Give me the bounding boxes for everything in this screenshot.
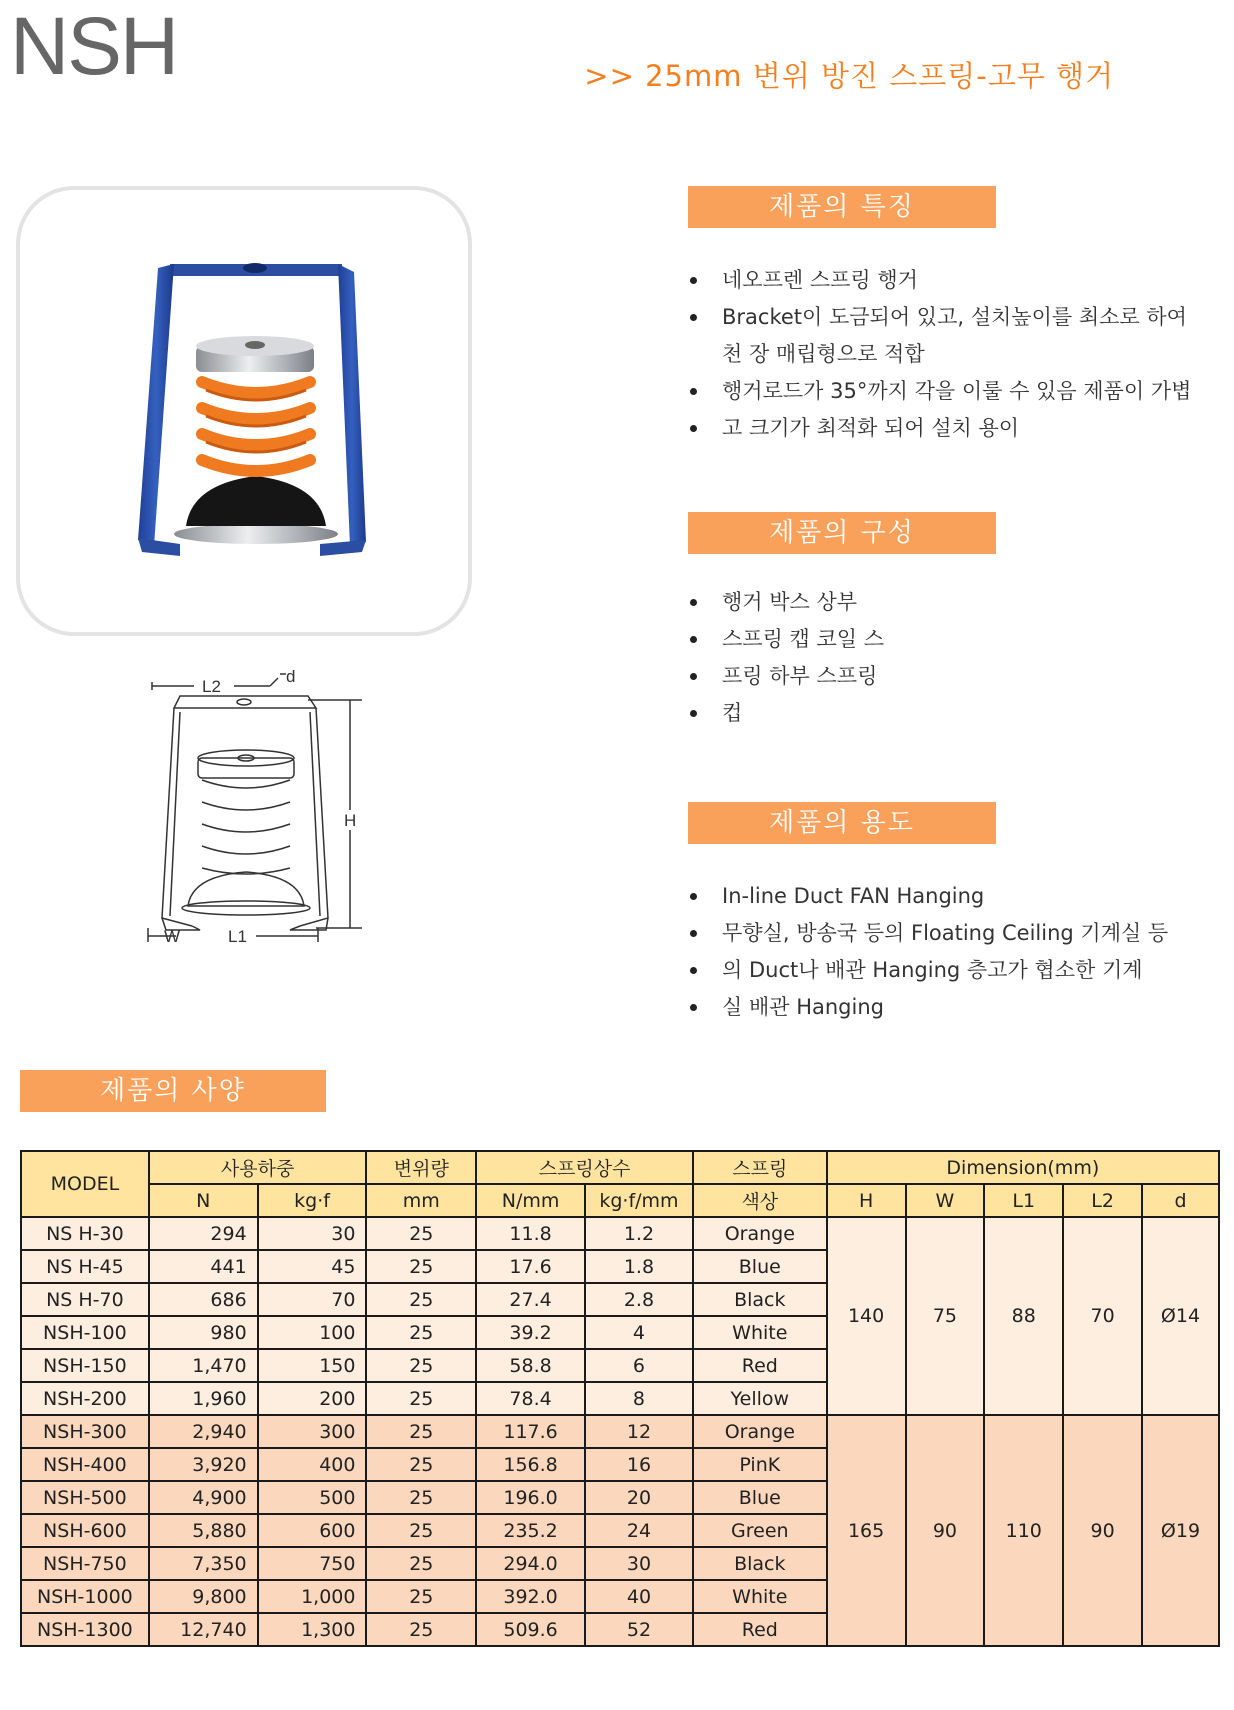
cell-dimension-w: 75 (906, 1217, 985, 1415)
cell-dimension-h: 140 (827, 1217, 906, 1415)
cell-load-kgf: 400 (258, 1448, 367, 1481)
cell-dimension-d: Ø19 (1142, 1415, 1219, 1646)
cell-model: NSH-100 (21, 1316, 149, 1349)
cell-load-n: 5,880 (149, 1514, 258, 1547)
col-color: 색상 (693, 1184, 827, 1217)
cell-spring-color: Blue (693, 1250, 827, 1283)
diagram-label-l1: L1 (228, 927, 247, 946)
features-header: 제품의 특징 (688, 186, 996, 228)
cell-model: NSH-600 (21, 1514, 149, 1547)
cell-spring-const-n: 11.8 (476, 1217, 585, 1250)
cell-spring-const-n: 392.0 (476, 1580, 585, 1613)
model-title: NSH (10, 1, 178, 92)
table-row (21, 1415, 1219, 1448)
col-d: d (1142, 1184, 1219, 1217)
cell-load-kgf: 45 (258, 1250, 367, 1283)
cell-spring-color: White (693, 1316, 827, 1349)
features-item: 고 크기가 최적화 되어 설치 용이 (690, 410, 1210, 447)
col-spring-constant: 스프링상수 (476, 1151, 693, 1184)
usage-item: 의 Duct나 배관 Hanging 층고가 협소한 기계 (690, 952, 1210, 989)
cell-load-kgf: 30 (258, 1217, 367, 1250)
cell-spring-color: Black (693, 1547, 827, 1580)
cell-model: NSH-1000 (21, 1580, 149, 1613)
cell-model: NS H-70 (21, 1283, 149, 1316)
composition-item: 행거 박스 상부 (690, 584, 1210, 621)
table-row (21, 1217, 1219, 1250)
cell-load-kgf: 600 (258, 1514, 367, 1547)
cell-spring-color: PinK (693, 1448, 827, 1481)
cell-load-n: 1,470 (149, 1349, 258, 1382)
composition-header: 제품의 구성 (688, 512, 996, 554)
cell-displacement: 25 (366, 1316, 476, 1349)
usage-header: 제품의 용도 (688, 802, 996, 844)
cell-spring-color: Red (693, 1349, 827, 1382)
cell-spring-const-kgf: 2.8 (585, 1283, 693, 1316)
composition-list (690, 584, 1210, 732)
cell-dimension-w: 90 (906, 1415, 985, 1646)
features-list (690, 262, 1210, 447)
cell-load-n: 686 (149, 1283, 258, 1316)
cell-spring-const-kgf: 30 (585, 1547, 693, 1580)
cell-spring-color: Orange (693, 1217, 827, 1250)
cell-displacement: 25 (366, 1250, 476, 1283)
cell-load-n: 2,940 (149, 1415, 258, 1448)
cell-load-kgf: 500 (258, 1481, 367, 1514)
col-l2: L2 (1063, 1184, 1142, 1217)
usage-item: 실 배관 Hanging (690, 989, 1210, 1026)
cell-spring-const-n: 39.2 (476, 1316, 585, 1349)
cell-spring-const-n: 235.2 (476, 1514, 585, 1547)
cell-dimension-d: Ø14 (1142, 1217, 1219, 1415)
col-dimension: Dimension(mm) (827, 1151, 1219, 1184)
cell-model: NS H-45 (21, 1250, 149, 1283)
cell-model: NSH-150 (21, 1349, 149, 1382)
cell-load-n: 980 (149, 1316, 258, 1349)
cell-spring-const-n: 156.8 (476, 1448, 585, 1481)
product-photo-frame (16, 186, 472, 636)
cell-displacement: 25 (366, 1481, 476, 1514)
cell-load-n: 7,350 (149, 1547, 258, 1580)
cell-dimension-l2: 90 (1063, 1415, 1142, 1646)
product-subtitle: >> 25mm 변위 방진 스프링-고무 행거 (584, 59, 1114, 93)
composition-item: 스프링 캡 코일 스 (690, 621, 1210, 658)
cell-spring-const-kgf: 24 (585, 1514, 693, 1547)
col-model: MODEL (21, 1151, 149, 1217)
cell-displacement: 25 (366, 1349, 476, 1382)
cell-spring-color: Black (693, 1283, 827, 1316)
cell-spring-const-kgf: 4 (585, 1316, 693, 1349)
cell-displacement: 25 (366, 1415, 476, 1448)
col-mm: mm (366, 1184, 476, 1217)
product-photo (20, 190, 468, 632)
cell-spring-const-n: 196.0 (476, 1481, 585, 1514)
diagram-label-l2: L2 (202, 677, 221, 696)
cell-model: NSH-300 (21, 1415, 149, 1448)
cell-load-n: 9,800 (149, 1580, 258, 1613)
diagram-label-h: H (344, 811, 357, 830)
cell-load-kgf: 1,000 (258, 1580, 367, 1613)
cell-model: NSH-400 (21, 1448, 149, 1481)
cell-spring-const-kgf: 52 (585, 1613, 693, 1646)
cell-model: NS H-30 (21, 1217, 149, 1250)
cell-spring-const-kgf: 8 (585, 1382, 693, 1415)
cell-model: NSH-750 (21, 1547, 149, 1580)
spec-table (20, 1150, 1220, 1647)
specs-header: 제품의 사양 (20, 1070, 326, 1112)
cell-load-n: 294 (149, 1217, 258, 1250)
cell-spring-color: Red (693, 1613, 827, 1646)
cell-load-kgf: 150 (258, 1349, 367, 1382)
cell-model: NSH-200 (21, 1382, 149, 1415)
cell-spring-const-n: 58.8 (476, 1349, 585, 1382)
cell-displacement: 25 (366, 1283, 476, 1316)
cell-spring-const-n: 17.6 (476, 1250, 585, 1283)
cell-displacement: 25 (366, 1382, 476, 1415)
cell-spring-const-n: 294.0 (476, 1547, 585, 1580)
cell-dimension-l1: 110 (984, 1415, 1063, 1646)
cell-spring-const-n: 117.6 (476, 1415, 585, 1448)
cell-load-kgf: 70 (258, 1283, 367, 1316)
col-load: 사용하중 (149, 1151, 367, 1184)
cell-dimension-h: 165 (827, 1415, 906, 1646)
cell-spring-color: Blue (693, 1481, 827, 1514)
features-item: 네오프렌 스프링 행거 (690, 262, 1210, 299)
cell-load-n: 1,960 (149, 1382, 258, 1415)
cell-load-kgf: 750 (258, 1547, 367, 1580)
features-item: 행거로드가 35°까지 각을 이룰 수 있음 제품이 가볍 (690, 373, 1210, 410)
cell-displacement: 25 (366, 1514, 476, 1547)
col-spring: 스프링 (693, 1151, 827, 1184)
cell-spring-color: Yellow (693, 1382, 827, 1415)
cell-displacement: 25 (366, 1613, 476, 1646)
composition-item: 컵 (690, 695, 1210, 732)
cell-load-kgf: 1,300 (258, 1613, 367, 1646)
cell-spring-color: Green (693, 1514, 827, 1547)
spec-table-group-2 (21, 1415, 1219, 1646)
composition-item: 프링 하부 스프링 (690, 658, 1210, 695)
diagram-label-d: d (286, 667, 296, 686)
cell-spring-const-n: 509.6 (476, 1613, 585, 1646)
col-n: N (149, 1184, 258, 1217)
cell-spring-const-kgf: 16 (585, 1448, 693, 1481)
usage-list (690, 878, 1210, 1026)
cell-load-kgf: 100 (258, 1316, 367, 1349)
cell-spring-const-kgf: 1.2 (585, 1217, 693, 1250)
usage-item: In-line Duct FAN Hanging (690, 878, 1210, 915)
cell-displacement: 25 (366, 1448, 476, 1481)
features-item: Bracket이 도금되어 있고, 설치높이를 최소로 하여 천 장 매립형으로 적합 (690, 299, 1210, 373)
cell-displacement: 25 (366, 1580, 476, 1613)
cell-spring-color: White (693, 1580, 827, 1613)
cell-dimension-l1: 88 (984, 1217, 1063, 1415)
cell-dimension-l2: 70 (1063, 1217, 1142, 1415)
cell-spring-const-kgf: 20 (585, 1481, 693, 1514)
cell-load-n: 4,900 (149, 1481, 258, 1514)
cell-displacement: 25 (366, 1547, 476, 1580)
cell-load-n: 441 (149, 1250, 258, 1283)
cell-spring-const-kgf: 40 (585, 1580, 693, 1613)
col-displacement: 변위량 (366, 1151, 476, 1184)
cell-spring-const-kgf: 1.8 (585, 1250, 693, 1283)
cell-model: NSH-1300 (21, 1613, 149, 1646)
cell-spring-const-kgf: 12 (585, 1415, 693, 1448)
spec-table-group-1 (21, 1217, 1219, 1415)
dimension-diagram (140, 660, 400, 980)
cell-spring-const-n: 78.4 (476, 1382, 585, 1415)
cell-load-kgf: 200 (258, 1382, 367, 1415)
cell-spring-color: Orange (693, 1415, 827, 1448)
col-kgfmm: kg·f/mm (585, 1184, 693, 1217)
cell-spring-const-n: 27.4 (476, 1283, 585, 1316)
col-kgf: kg·f (258, 1184, 367, 1217)
cell-load-n: 3,920 (149, 1448, 258, 1481)
diagram-label-w: W (164, 927, 181, 946)
cell-load-n: 12,740 (149, 1613, 258, 1646)
col-h: H (827, 1184, 906, 1217)
cell-load-kgf: 300 (258, 1415, 367, 1448)
col-l1: L1 (984, 1184, 1063, 1217)
col-w: W (906, 1184, 985, 1217)
cell-spring-const-kgf: 6 (585, 1349, 693, 1382)
cell-model: NSH-500 (21, 1481, 149, 1514)
usage-item: 무향실, 방송국 등의 Floating Ceiling 기계실 등 (690, 915, 1210, 952)
col-nmm: N/mm (476, 1184, 585, 1217)
cell-displacement: 25 (366, 1217, 476, 1250)
